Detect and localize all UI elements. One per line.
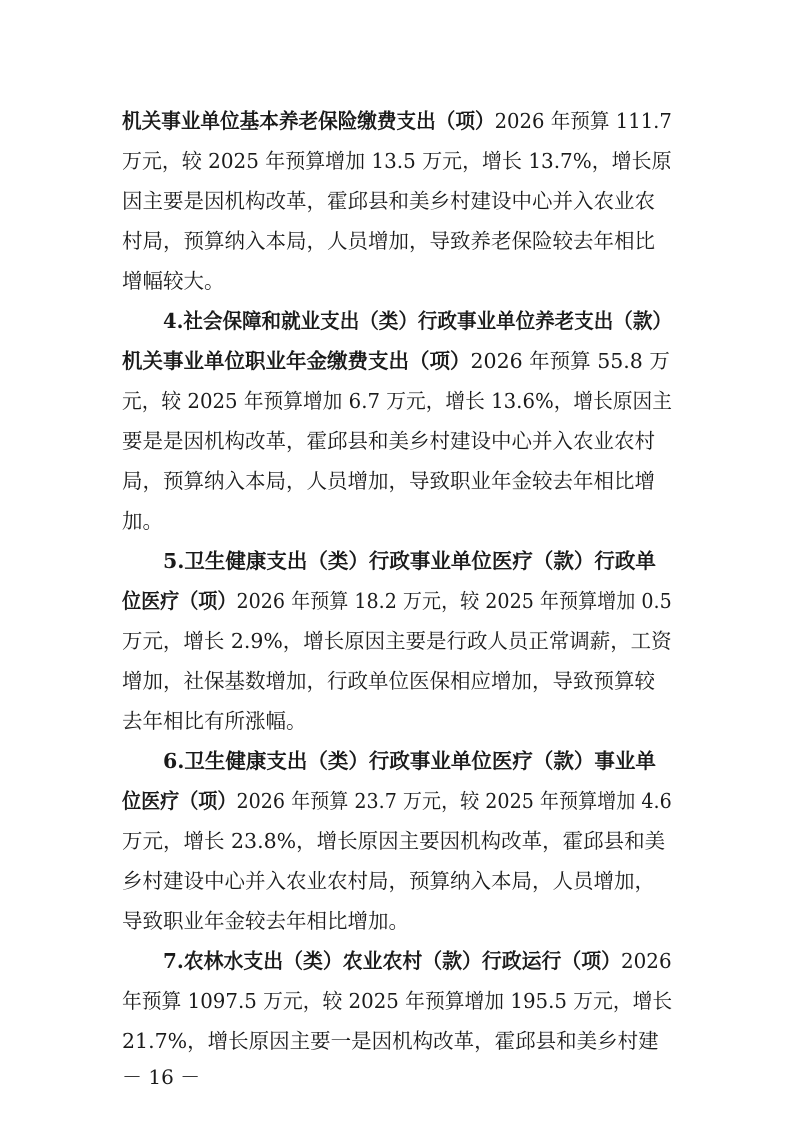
paragraph-line — [0, 901, 793, 941]
paragraph-line — [0, 421, 793, 461]
paragraph-line — [0, 861, 793, 901]
body-text: 年预算 1097.5 万元，较 2025 年预算增加 195.5 万元，增长 — [122, 989, 673, 1013]
body-text: 2026 年预算 55.8 万 — [470, 349, 670, 373]
body-text: 2026 — [621, 949, 672, 973]
body-text: 要是是因机构改革，霍邱县和美乡村建设中心并入农业农村 — [122, 429, 655, 453]
body-text: 因主要是因机构改革，霍邱县和美乡村建设中心并入农业农 — [122, 189, 655, 213]
bold-heading: 7.农林水支出（类）农业农村（款）行政运行（项） — [163, 949, 622, 973]
bold-heading: 位医疗（项） — [122, 789, 237, 813]
paragraph-line — [0, 661, 793, 701]
body-text: 导致职业年金较去年相比增加。 — [122, 909, 409, 933]
bold-heading: 机关事业单位基本养老保险缴费支出（项） — [122, 109, 495, 133]
paragraph-line — [0, 741, 793, 781]
paragraph-line — [0, 461, 793, 501]
bold-heading: 6.卫生健康支出（类）行政事业单位医疗（款）事业单 — [163, 749, 656, 773]
body-text: 局，预算纳入本局，人员增加，导致职业年金较去年相比增 — [122, 469, 655, 493]
paragraph-line — [0, 821, 793, 861]
paragraph-line — [0, 221, 793, 261]
paragraph-line — [0, 301, 793, 341]
body-text: 2026 年预算 111.7 — [494, 109, 672, 133]
paragraph-line — [0, 581, 793, 621]
paragraph-line — [0, 621, 793, 661]
body-text: 增幅较大。 — [122, 269, 225, 293]
line-text — [122, 781, 672, 821]
paragraph-line — [0, 981, 793, 1021]
line-text — [163, 941, 672, 981]
paragraph-line — [0, 781, 793, 821]
paragraph-line — [0, 141, 793, 181]
body-text: 万元，较 2025 年预算增加 13.5 万元，增长 13.7%，增长原 — [122, 149, 672, 173]
bold-heading: 5.卫生健康支出（类）行政事业单位医疗（款）行政单 — [163, 549, 656, 573]
bold-heading: 4.社会保障和就业支出（类）行政事业单位养老支出（款） — [163, 309, 672, 333]
body-text: 加。 — [122, 509, 163, 533]
paragraph-line — [0, 1021, 793, 1061]
body-text: 万元，增长 23.8%，增长原因主要因机构改革，霍邱县和美 — [122, 829, 666, 853]
body-text: 万元，增长 2.9%，增长原因主要是行政人员正常调薪，工资 — [122, 629, 672, 653]
paragraph-line — [0, 261, 793, 301]
body-text: 村局，预算纳入本局，人员增加，导致养老保险较去年相比 — [122, 229, 655, 253]
line-text — [122, 101, 672, 141]
bold-heading: 位医疗（项） — [122, 589, 237, 613]
body-text: 去年相比有所涨幅。 — [122, 709, 307, 733]
body-text: 增加，社保基数增加，行政单位医保相应增加，导致预算较 — [122, 669, 655, 693]
page-number: － 16 － — [122, 1065, 201, 1089]
bold-heading: 机关事业单位职业年金缴费支出（项） — [122, 349, 471, 373]
paragraph-line — [0, 381, 793, 421]
body-text: 2026 年预算 23.7 万元，较 2025 年预算增加 4.6 — [236, 789, 672, 813]
paragraph-line — [0, 701, 793, 741]
paragraph-line — [0, 101, 793, 141]
paragraph-line — [0, 541, 793, 581]
body-text: 21.7%，增长原因主要一是因机构改革，霍邱县和美乡村建 — [122, 1029, 659, 1053]
body-text: 乡村建设中心并入农业农村局，预算纳入本局，人员增加， — [122, 869, 655, 893]
body-text: 2026 年预算 18.2 万元，较 2025 年预算增加 0.5 — [236, 589, 672, 613]
paragraph-line — [0, 181, 793, 221]
paragraph-line — [0, 501, 793, 541]
line-text — [122, 341, 670, 381]
body-text: 元，较 2025 年预算增加 6.7 万元，增长 13.6%，增长原因主 — [122, 389, 672, 413]
line-text — [122, 581, 672, 621]
paragraph-line — [0, 341, 793, 381]
paragraph-line — [0, 941, 793, 981]
